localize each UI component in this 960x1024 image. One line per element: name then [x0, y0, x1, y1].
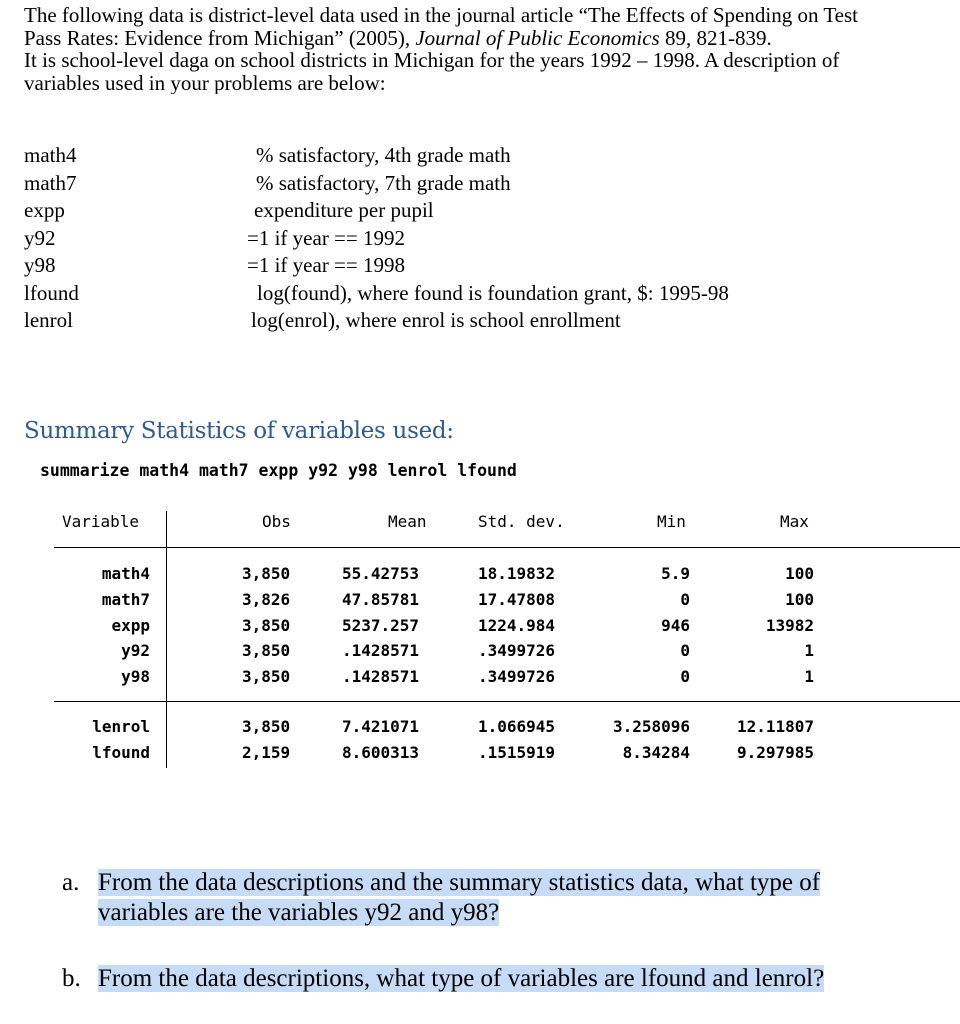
- variable-name: math4: [24, 143, 77, 167]
- intro-citation-pages: 89, 821-839.: [659, 25, 772, 50]
- table-cell-obs: 3,826: [242, 590, 291, 609]
- table-cell-std-dev: .3499726: [478, 641, 556, 660]
- variable-name: y98: [24, 253, 56, 277]
- variable-description: =1 if year == 1992: [247, 225, 405, 250]
- intro-line-4: variables used in your problems are below:: [24, 70, 386, 94]
- table-cell-max: 12.11807: [736, 717, 814, 736]
- variable-description: =1 if year == 1998: [247, 253, 405, 277]
- variable-name: lenrol: [24, 308, 73, 332]
- variable-description: % satisfactory, 7th grade math: [256, 170, 511, 195]
- table-cell-min: 5.9: [661, 564, 690, 583]
- table-cell-std-dev: 1224.984: [478, 616, 556, 635]
- intro-line-1: The following data is district-level data used in the journal article “The Effects of Spending on Test: [24, 4, 859, 27]
- question-a-label: a.: [62, 869, 80, 896]
- variable-description: expenditure per pupil: [254, 198, 434, 222]
- variable-name: lfound: [24, 280, 79, 305]
- table-cell-std-dev: .3499726: [478, 667, 556, 686]
- table-cell-max: 1: [804, 667, 814, 686]
- header-std-dev: Std. dev.: [478, 512, 565, 531]
- table-cell-max: 100: [785, 564, 814, 583]
- table-cell-min: 0: [680, 590, 690, 609]
- section-title: Summary Statistics of variables used:: [24, 418, 454, 444]
- header-rule: [54, 547, 960, 548]
- column-divider: [166, 511, 167, 768]
- table-cell-min: 3.258096: [612, 717, 690, 736]
- question-b-text: From the data descriptions, what type of variables are lfound and lenrol?: [98, 965, 825, 992]
- variable-description: % satisfactory, 4th grade math: [256, 143, 511, 167]
- table-cell-mean: 5237.257: [342, 616, 420, 635]
- table-cell-max: 100: [785, 590, 814, 609]
- table-cell-mean: 7.421071: [342, 717, 420, 736]
- table-cell-min: 946: [661, 616, 690, 635]
- table-cell-std-dev: 17.47808: [478, 590, 556, 609]
- intro-line-2: [24, 27, 960, 50]
- intro-paragraph: [24, 4, 960, 94]
- table-cell-variable: y98: [121, 667, 150, 686]
- header-max: Max: [780, 512, 809, 531]
- table-cell-variable: lenrol: [92, 717, 150, 736]
- header-mean: Mean: [388, 512, 427, 531]
- variable-name: y92: [24, 225, 56, 250]
- table-cell-std-dev: 1.066945: [478, 717, 556, 736]
- table-cell-max: 13982: [765, 616, 814, 635]
- table-cell-min: 0: [680, 667, 690, 686]
- table-cell-obs: 3,850: [242, 717, 291, 736]
- question-a-line-1: From the data descriptions and the summary statistics data, what type of: [98, 869, 821, 896]
- table-cell-obs: 2,159: [242, 743, 291, 762]
- table-cell-max: 9.297985: [736, 743, 814, 762]
- table-cell-obs: 3,850: [242, 667, 291, 686]
- header-min: Min: [657, 512, 686, 531]
- table-cell-obs: 3,850: [242, 641, 291, 660]
- variable-name: expp: [24, 198, 65, 222]
- variable-description: log(found), where found is foundation grant, $: 1995-98: [257, 280, 729, 305]
- table-cell-min: 8.34284: [622, 743, 690, 762]
- table-cell-min: 0: [680, 641, 690, 660]
- table-cell-mean: .1428571: [342, 641, 420, 660]
- table-cell-std-dev: 18.19832: [478, 564, 556, 583]
- table-cell-mean: 8.600313: [342, 743, 420, 762]
- group-rule: [54, 701, 960, 702]
- question-b-label: b.: [62, 965, 81, 992]
- table-cell-variable: lfound: [92, 743, 150, 762]
- table-cell-variable: math7: [101, 590, 150, 609]
- table-cell-variable: expp: [111, 616, 150, 635]
- header-variable: Variable: [62, 512, 140, 531]
- table-cell-variable: math4: [101, 564, 150, 583]
- table-cell-obs: 3,850: [242, 616, 291, 635]
- table-cell-mean: 47.85781: [342, 590, 420, 609]
- stata-command: summarize math4 math7 expp y92 y98 lenrol lfound: [40, 461, 517, 480]
- table-cell-mean: .1428571: [342, 667, 420, 686]
- table-cell-std-dev: .1515919: [478, 743, 556, 762]
- table-cell-obs: 3,850: [242, 564, 291, 583]
- intro-line-3: It is school-level daga on school districts in Michigan for the years 1992 – 1998. A description of: [24, 48, 840, 72]
- variable-description: log(enrol), where enrol is school enrollment: [251, 308, 621, 332]
- question-a-line-2: variables are the variables y92 and y98?: [98, 899, 500, 926]
- journal-title: Journal of Public Economics: [415, 25, 660, 50]
- variable-name: math7: [24, 170, 77, 195]
- table-cell-mean: 55.42753: [342, 564, 420, 583]
- intro-citation: Pass Rates: Evidence from Michigan” (2005),: [24, 25, 416, 50]
- header-obs: Obs: [262, 512, 291, 531]
- table-cell-max: 1: [804, 641, 814, 660]
- table-cell-variable: y92: [121, 641, 150, 660]
